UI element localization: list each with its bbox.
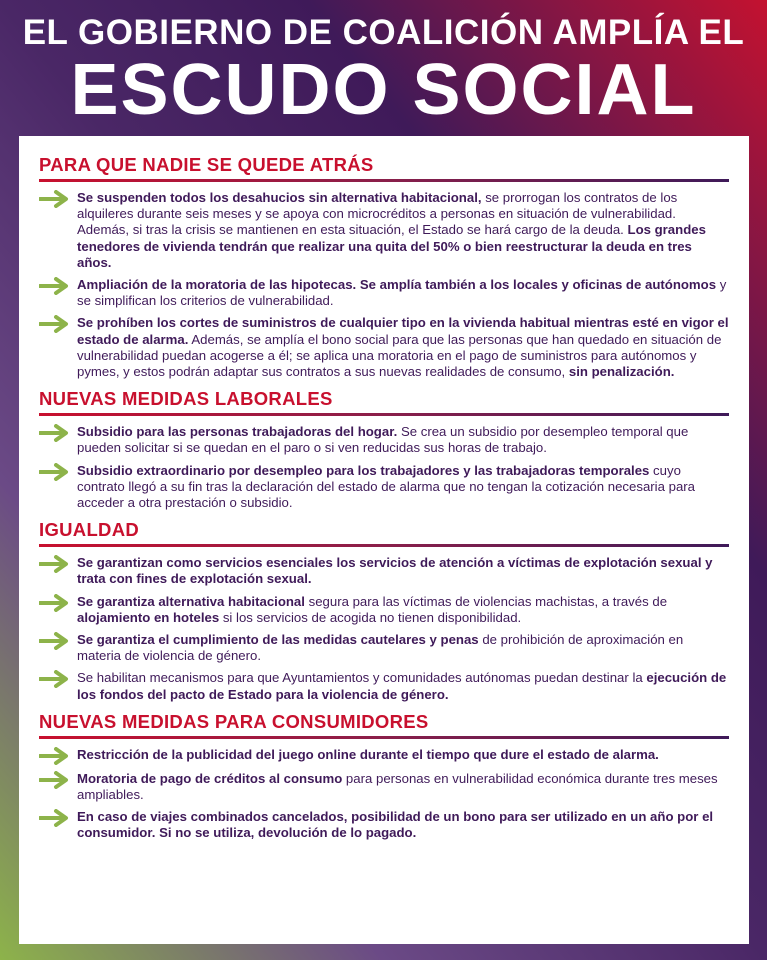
bold-text: ejecución de los fondos del pacto de Estado para la violencia de género. [77, 670, 727, 702]
bold-text: Restricción de la publicidad del juego online durante el tiempo que dure el estado de alarma. [77, 746, 659, 762]
bold-text: sin penalización. [568, 364, 675, 380]
list-item [39, 424, 729, 456]
item-text [77, 315, 729, 380]
body-text: Además, se amplía el bono social para que las personas que han quedado en situación de vulnerabilidad puedan acogerse a él; se aplica una moratoria en el pago de suministros para autónomos y pymes, y estos podrán adaptar sus contratos a sus nuevas realidades de consumo, [77, 331, 722, 380]
bold-text: Se garantizan como servicios esenciales los servicios de atención a víctimas de explotación sexual y trata con fines de explotación sexual. [77, 555, 713, 587]
item-text [77, 771, 729, 803]
list-item [39, 809, 729, 841]
list-item [39, 555, 729, 587]
list-item [39, 632, 729, 664]
bold-text: Los grandes tenedores de vivienda tendrán que realizar una quita del 50% o bien reestructurar la deuda en tres años. [77, 222, 706, 270]
list-item [39, 771, 729, 803]
list-item [39, 190, 729, 271]
body-text: si los servicios de acogida no tienen disponibilidad. [219, 609, 522, 625]
body-text: y se simplifican los criterios de vulnerabilidad. [77, 277, 727, 309]
section-divider [39, 544, 729, 547]
section [39, 152, 729, 380]
item-text [77, 277, 729, 309]
section-title: NUEVAS MEDIDAS PARA CONSUMIDORES [39, 710, 429, 732]
arrow-right-icon [39, 463, 77, 481]
arrow-right-icon [39, 809, 77, 827]
bold-text: Se garantiza alternativa habitacional [77, 593, 305, 609]
arrow-right-icon [39, 190, 77, 208]
bold-text: Se prohíben los cortes de suministros de cualquier tipo en la vivienda habitual mientras esté en vigor el estado de alarma. [77, 315, 729, 347]
section-divider [39, 179, 729, 182]
item-text [77, 809, 729, 841]
section [39, 517, 729, 703]
list-item [39, 594, 729, 626]
section [39, 386, 729, 511]
content-card [19, 136, 749, 944]
item-text [77, 190, 729, 271]
bold-text: Moratoria de pago de créditos al consumo [77, 770, 343, 786]
item-text [77, 555, 729, 587]
arrow-right-icon [39, 632, 77, 650]
list-item [39, 277, 729, 309]
body-text: para personas en vulnerabilidad económica durante tres meses ampliables. [77, 770, 718, 803]
section [39, 709, 729, 842]
sections-container [39, 152, 729, 842]
section-divider [39, 736, 729, 739]
list-item [39, 747, 729, 765]
bold-text: En caso de viajes combinados cancelados, posibilidad de un bono para ser utilizado en un año por el consumidor. Si no se utiliza, devolución de lo pagado. [77, 809, 714, 841]
bold-text: Se garantiza el cumplimiento de las medidas cautelares y penas [77, 632, 479, 648]
header [0, 0, 767, 135]
arrow-right-icon [39, 594, 77, 612]
arrow-right-icon [39, 277, 77, 295]
item-text [77, 632, 729, 664]
body-text: se prorrogan los contratos de los alquileres durante seis meses y se apoya con microcréditos a personas en situación de vulnerabilidad. Además, si tras la crisis se mantienen en esta situación, el Estado se hará cargo de la deuda. [77, 190, 678, 238]
section-divider [39, 413, 729, 416]
arrow-right-icon [39, 771, 77, 789]
arrow-right-icon [39, 424, 77, 442]
section-title: NUEVAS MEDIDAS LABORALES [39, 388, 333, 410]
bold-text: alojamiento en hoteles [77, 609, 220, 625]
section-title: IGUALDAD [39, 519, 140, 541]
body-text: segura para las víctimas de violencias machistas, a través de [304, 593, 668, 609]
body-text: Se habilitan mecanismos para que Ayuntamientos y comunidades autónomas puedan destinar la [77, 670, 647, 686]
bold-text: Ampliación de la moratoria de las hipotecas. Se amplía también a los locales y oficinas de autónomos [77, 277, 717, 293]
body-text: de prohibición de aproximación en materia de violencia de género. [77, 632, 684, 664]
item-text [77, 594, 729, 626]
list-item [39, 463, 729, 512]
body-text: Se crea un subsidio por desempleo temporal que pueden solicitar si se quedan en el paro o si ven reducidas sus horas de trabajo. [77, 424, 689, 456]
arrow-right-icon [39, 747, 77, 765]
bold-text: Subsidio extraordinario por desempleo para los trabajadores y las trabajadoras temporales [77, 462, 650, 478]
section-title: PARA QUE NADIE SE QUEDE ATRÁS [39, 154, 374, 175]
bold-text: Se suspenden todos los desahucios sin alternativa habitacional, [77, 190, 482, 205]
item-text [77, 463, 729, 512]
item-text [77, 424, 729, 456]
list-item [39, 315, 729, 380]
arrow-right-icon [39, 315, 77, 333]
list-item [39, 670, 729, 702]
item-text [77, 670, 729, 702]
title-line-1: EL GOBIERNO DE COALICIÓN AMPLÍA EL [22, 13, 745, 52]
arrow-right-icon [39, 670, 77, 688]
title-line-2: ESCUDO SOCIAL [70, 50, 697, 130]
body-text: cuyo contrato llegó a su fin tras la declaración del estado de alarma que no tengan la cotización necesaria para acceder a otra prestación o subsidio. [77, 462, 696, 511]
item-text [77, 747, 729, 763]
bold-text: Subsidio para las personas trabajadoras del hogar. [77, 424, 398, 440]
arrow-right-icon [39, 555, 77, 573]
